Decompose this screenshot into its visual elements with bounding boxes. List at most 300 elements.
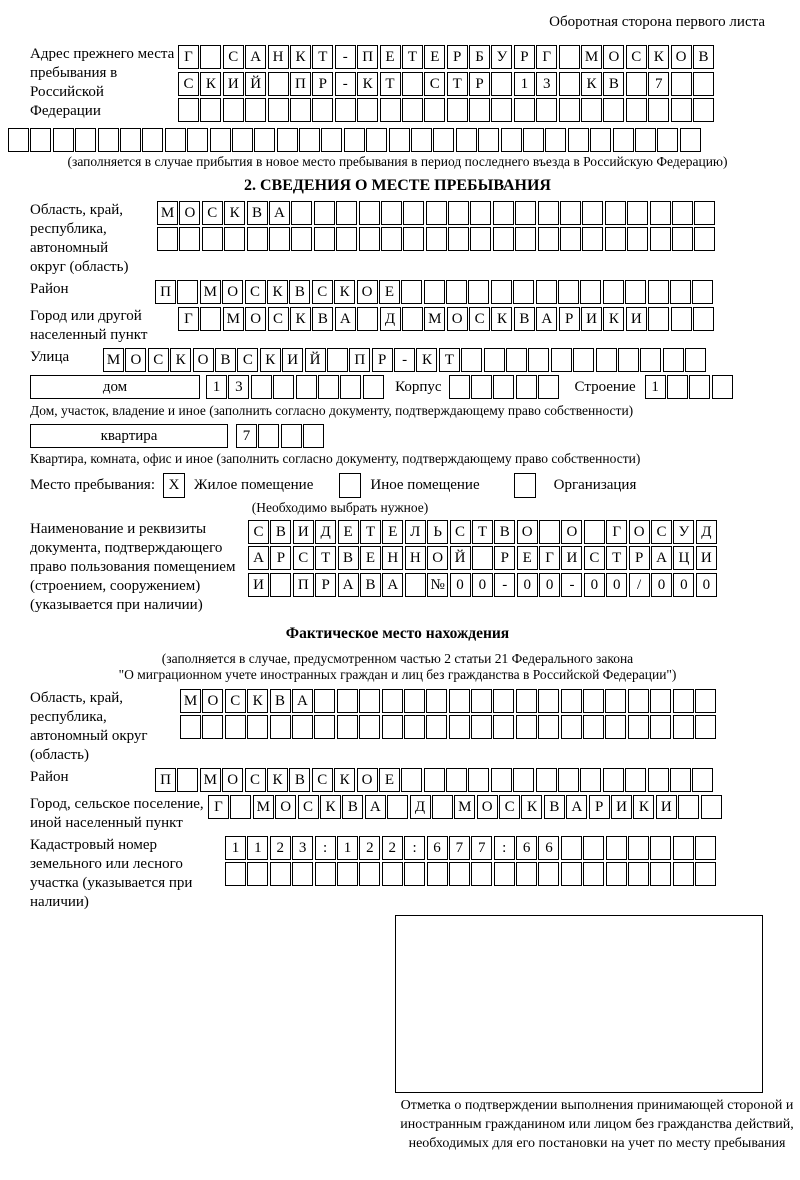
prev-address-block	[30, 45, 765, 125]
stamp-box	[395, 915, 763, 1093]
char-cell	[478, 128, 499, 152]
char-cell: 3	[536, 72, 557, 96]
char-cell	[694, 201, 715, 225]
char-cell: /	[629, 573, 650, 597]
char-cell	[403, 227, 424, 251]
char-cell	[402, 307, 423, 331]
char-cell: Н	[405, 546, 426, 570]
char-cell	[120, 128, 141, 152]
char-cell: С	[298, 795, 319, 819]
char-cell	[515, 201, 536, 225]
char-cell	[426, 689, 447, 713]
char-cell	[230, 795, 251, 819]
char-cell	[559, 98, 580, 122]
char-cell: С	[584, 546, 605, 570]
char-cell: И	[282, 348, 303, 372]
char-cell: М	[180, 689, 201, 713]
char-cell	[538, 715, 559, 739]
gorod-row	[178, 307, 715, 345]
char-cell	[470, 201, 491, 225]
char-cell: В	[289, 768, 310, 792]
char-cell	[225, 862, 246, 886]
korpus-label: Корпус	[395, 378, 442, 395]
char-cell: С	[651, 520, 672, 544]
char-cell: Т	[439, 348, 460, 372]
char-cell	[303, 424, 324, 448]
option-inoe-label: Иное помещение	[370, 476, 480, 493]
char-cell	[663, 348, 684, 372]
char-cell: К	[334, 280, 355, 304]
char-cell	[382, 689, 403, 713]
char-cell	[493, 227, 514, 251]
char-cell: К	[603, 307, 624, 331]
char-cell: С	[499, 795, 520, 819]
char-cell: Л	[405, 520, 426, 544]
char-cell	[402, 72, 423, 96]
oblast-label: Область, край, республика, автономный округ (область)	[30, 201, 129, 275]
char-cell: К	[491, 307, 512, 331]
char-cell	[513, 768, 534, 792]
factual-gorod-row	[208, 795, 723, 833]
dom-box: дом	[30, 375, 200, 399]
mesto-block	[30, 473, 765, 498]
char-cell: К	[357, 72, 378, 96]
char-cell	[142, 128, 163, 152]
char-cell	[270, 715, 291, 739]
prev-address-row-2	[178, 72, 715, 96]
char-cell	[449, 689, 470, 713]
char-cell	[449, 862, 470, 886]
char-cell: Г	[178, 45, 199, 69]
char-cell	[712, 375, 733, 399]
char-cell	[694, 227, 715, 251]
char-cell: Е	[424, 45, 445, 69]
gorod-block	[30, 307, 765, 345]
char-cell	[468, 768, 489, 792]
char-cell: Т	[380, 72, 401, 96]
char-cell: К	[200, 72, 221, 96]
char-cell: -	[394, 348, 415, 372]
char-cell	[648, 307, 669, 331]
oblast-row-1	[157, 201, 717, 225]
char-cell	[340, 375, 361, 399]
char-cell: 2	[359, 836, 380, 860]
char-cell	[693, 72, 714, 96]
char-cell	[296, 375, 317, 399]
char-cell	[671, 98, 692, 122]
char-cell	[290, 98, 311, 122]
char-cell: Г	[536, 45, 557, 69]
char-cell: П	[155, 280, 176, 304]
char-cell: С	[312, 280, 333, 304]
char-cell	[401, 280, 422, 304]
char-cell	[165, 128, 186, 152]
char-cell	[178, 98, 199, 122]
char-cell	[491, 280, 512, 304]
char-cell	[314, 689, 335, 713]
korpus-cells	[449, 375, 561, 400]
char-cell: Т	[606, 546, 627, 570]
char-cell: Н	[382, 546, 403, 570]
prev-address-label: Адрес прежнего места пребывания в Российской Федерации	[30, 46, 175, 119]
char-cell: В	[514, 307, 535, 331]
char-cell	[605, 201, 626, 225]
char-cell	[596, 348, 617, 372]
char-cell	[270, 573, 291, 597]
char-cell: К	[648, 45, 669, 69]
char-cell	[380, 98, 401, 122]
char-cell	[516, 862, 537, 886]
char-cell	[516, 689, 537, 713]
char-cell	[299, 128, 320, 152]
char-cell	[605, 689, 626, 713]
char-cell	[494, 862, 515, 886]
char-cell	[603, 98, 624, 122]
char-cell: И	[611, 795, 632, 819]
char-cell: Д	[315, 520, 336, 544]
char-cell	[471, 689, 492, 713]
prev-address-note: (заполняется в случае прибытия в новое место пребывания в период последнего въезда в Российскую Федерацию)	[67, 153, 728, 169]
char-cell: 7	[449, 836, 470, 860]
char-cell	[247, 715, 268, 739]
char-cell	[471, 862, 492, 886]
char-cell: 2	[382, 836, 403, 860]
char-cell	[281, 424, 302, 448]
char-cell: В	[494, 520, 515, 544]
char-cell	[491, 72, 512, 96]
char-cell	[628, 715, 649, 739]
char-cell: Е	[379, 280, 400, 304]
char-cell	[403, 201, 424, 225]
char-cell	[30, 128, 51, 152]
char-cell	[433, 128, 454, 152]
char-cell	[315, 862, 336, 886]
char-cell	[671, 307, 692, 331]
char-cell	[404, 715, 425, 739]
char-cell: Р	[559, 307, 580, 331]
char-cell	[291, 227, 312, 251]
char-cell: Й	[245, 72, 266, 96]
char-cell	[701, 795, 722, 819]
char-cell	[640, 348, 661, 372]
char-cell: А	[365, 795, 386, 819]
char-cell	[516, 715, 537, 739]
document-label: Наименование и реквизиты документа, подтверждающего право пользования помещением (строением, сооружением) (указывается при наличии)	[30, 520, 236, 613]
char-cell: У	[491, 45, 512, 69]
char-cell: -	[561, 573, 582, 597]
char-cell: 6	[538, 836, 559, 860]
char-cell	[583, 836, 604, 860]
char-cell	[493, 715, 514, 739]
char-cell: 1	[247, 836, 268, 860]
char-cell	[692, 280, 713, 304]
char-cell	[268, 98, 289, 122]
char-cell	[382, 862, 403, 886]
char-cell: Т	[360, 520, 381, 544]
char-cell: К	[320, 795, 341, 819]
char-cell: О	[427, 546, 448, 570]
char-cell	[357, 307, 378, 331]
char-cell	[538, 689, 559, 713]
prev-address-row-1	[178, 45, 715, 69]
char-cell: 6	[516, 836, 537, 860]
char-cell: Г	[178, 307, 199, 331]
char-cell	[695, 715, 716, 739]
char-cell: Р	[270, 546, 291, 570]
stroenie-label: Строение	[574, 378, 636, 395]
char-cell: К	[247, 689, 268, 713]
char-cell: Е	[517, 546, 538, 570]
char-cell	[448, 201, 469, 225]
char-cell	[650, 715, 671, 739]
char-cell	[695, 836, 716, 860]
gorod-label: Город или другой населенный пункт	[30, 307, 148, 343]
char-cell	[625, 280, 646, 304]
char-cell: 3	[228, 375, 249, 399]
char-cell	[561, 715, 582, 739]
char-cell	[337, 715, 358, 739]
char-cell	[560, 201, 581, 225]
char-cell: -	[494, 573, 515, 597]
char-cell: И	[561, 546, 582, 570]
char-cell	[446, 280, 467, 304]
char-cell: Р	[315, 573, 336, 597]
char-cell	[628, 836, 649, 860]
char-cell	[635, 128, 656, 152]
char-cell	[405, 573, 426, 597]
char-cell: К	[267, 768, 288, 792]
char-cell: Д	[410, 795, 431, 819]
char-cell	[471, 715, 492, 739]
char-cell	[344, 128, 365, 152]
char-cell: И	[581, 307, 602, 331]
char-cell	[202, 715, 223, 739]
factual-gorod-label: Город, сельское поселение, иной населенный пункт	[30, 795, 204, 831]
char-cell	[560, 227, 581, 251]
char-cell: К	[224, 201, 245, 225]
char-cell	[670, 280, 691, 304]
char-cell: И	[293, 520, 314, 544]
char-cell	[321, 128, 342, 152]
char-cell	[558, 280, 579, 304]
char-cell	[359, 715, 380, 739]
char-cell: :	[404, 836, 425, 860]
char-cell	[680, 128, 701, 152]
char-cell: В	[312, 307, 333, 331]
char-cell: В	[603, 72, 624, 96]
document-row-2	[248, 546, 718, 570]
char-cell	[157, 227, 178, 251]
char-cell: Р	[469, 72, 490, 96]
char-cell	[501, 128, 522, 152]
char-cell: С	[626, 45, 647, 69]
char-cell	[670, 768, 691, 792]
stroenie-cells	[645, 375, 735, 400]
char-cell	[626, 98, 647, 122]
kadastr-label: Кадастровый номер земельного или лесного участка (указывается при наличии)	[30, 836, 193, 910]
char-cell: В	[247, 201, 268, 225]
char-cell	[268, 72, 289, 96]
char-cell: :	[494, 836, 515, 860]
char-cell	[8, 128, 29, 152]
char-cell	[177, 768, 198, 792]
checkbox-inoe	[339, 473, 361, 498]
kadastr-cells	[225, 836, 718, 912]
char-cell: Г	[606, 520, 627, 544]
char-cell	[648, 768, 669, 792]
char-cell: И	[248, 573, 269, 597]
char-cell	[545, 128, 566, 152]
char-cell: Д	[380, 307, 401, 331]
char-cell: 0	[584, 573, 605, 597]
char-cell: О	[125, 348, 146, 372]
char-cell: М	[223, 307, 244, 331]
document-row-3	[248, 573, 718, 597]
char-cell: Р	[372, 348, 393, 372]
char-cell	[177, 280, 198, 304]
char-cell: У	[673, 520, 694, 544]
char-cell	[523, 128, 544, 152]
char-cell: С	[424, 72, 445, 96]
char-cell: Р	[494, 546, 515, 570]
char-cell: О	[629, 520, 650, 544]
oblast-cells	[157, 201, 717, 277]
char-cell	[468, 280, 489, 304]
char-cell: Т	[402, 45, 423, 69]
factual-oblast-block	[30, 689, 765, 765]
prev-address-row-3	[178, 98, 715, 122]
raion-label: Район	[30, 280, 69, 297]
char-cell: Й	[450, 546, 471, 570]
char-cell	[628, 689, 649, 713]
char-cell: А	[566, 795, 587, 819]
char-cell	[692, 768, 713, 792]
char-cell	[75, 128, 96, 152]
factual-raion-label: Район	[30, 768, 69, 785]
char-cell	[583, 689, 604, 713]
char-cell: О	[517, 520, 538, 544]
kvartira-block	[30, 424, 765, 448]
char-cell: 7	[648, 72, 669, 96]
char-cell: 0	[517, 573, 538, 597]
char-cell	[580, 768, 601, 792]
raion-row	[155, 280, 715, 304]
char-cell	[650, 227, 671, 251]
char-cell	[536, 280, 557, 304]
char-cell: И	[696, 546, 717, 570]
char-cell	[693, 98, 714, 122]
char-cell	[359, 689, 380, 713]
char-cell	[590, 128, 611, 152]
char-cell	[424, 98, 445, 122]
char-cell: А	[651, 546, 672, 570]
char-cell: Д	[696, 520, 717, 544]
char-cell	[472, 546, 493, 570]
char-cell: 1	[514, 72, 535, 96]
factual-gorod-block	[30, 795, 765, 833]
char-cell: И	[223, 72, 244, 96]
char-cell: И	[656, 795, 677, 819]
char-cell	[605, 227, 626, 251]
char-cell	[449, 715, 470, 739]
char-cell: К	[633, 795, 654, 819]
char-cell: П	[349, 348, 370, 372]
char-cell	[448, 227, 469, 251]
char-cell	[200, 45, 221, 69]
char-cell	[559, 72, 580, 96]
char-cell: С	[248, 520, 269, 544]
document-cells	[248, 520, 718, 615]
char-cell	[470, 227, 491, 251]
char-cell: 3	[292, 836, 313, 860]
char-cell: В	[342, 795, 363, 819]
char-cell	[605, 715, 626, 739]
char-cell	[672, 227, 693, 251]
char-cell	[389, 128, 410, 152]
char-cell: Р	[447, 45, 468, 69]
kadastr-row-2	[225, 862, 718, 886]
char-cell	[426, 227, 447, 251]
document-row-1	[248, 520, 718, 544]
char-cell: -	[335, 72, 356, 96]
char-cell: С	[293, 546, 314, 570]
char-cell: О	[603, 45, 624, 69]
dom-block	[30, 375, 765, 400]
stamp-caption: Отметка о подтверждении выполнения принимающей стороной и иностранным гражданином или лицом без гражданства действий, необходимых для его постановки на учет по месту пребывания	[400, 1097, 794, 1151]
char-cell	[558, 768, 579, 792]
char-cell	[513, 280, 534, 304]
char-cell	[337, 862, 358, 886]
checkbox-zhiloe: X	[163, 473, 185, 498]
char-cell	[247, 862, 268, 886]
char-cell: В	[338, 546, 359, 570]
char-cell	[461, 348, 482, 372]
char-cell: К	[334, 768, 355, 792]
char-cell: Т	[472, 520, 493, 544]
char-cell	[424, 768, 445, 792]
kvartira-box: квартира	[30, 424, 228, 448]
char-cell	[695, 689, 716, 713]
char-cell: Е	[380, 45, 401, 69]
char-cell	[627, 227, 648, 251]
char-cell	[685, 348, 706, 372]
char-cell	[402, 98, 423, 122]
char-cell: О	[179, 201, 200, 225]
char-cell	[336, 227, 357, 251]
char-cell: С	[148, 348, 169, 372]
char-cell	[648, 98, 669, 122]
oblast-block	[30, 201, 765, 277]
checkbox-org	[514, 473, 536, 498]
char-cell	[469, 98, 490, 122]
char-cell: 0	[696, 573, 717, 597]
factual-oblast-label: Область, край, республика, автономный округ (область)	[30, 689, 148, 763]
char-cell	[667, 375, 688, 399]
char-cell	[314, 201, 335, 225]
char-cell: П	[155, 768, 176, 792]
char-cell	[291, 201, 312, 225]
char-cell: О	[245, 307, 266, 331]
char-cell	[613, 128, 634, 152]
char-cell	[551, 348, 572, 372]
char-cell: К	[267, 280, 288, 304]
char-cell: Р	[629, 546, 650, 570]
dom-note: Дом, участок, владение и иное (заполнить согласно документу, подтверждающему право собственности)	[30, 402, 634, 418]
char-cell	[628, 862, 649, 886]
char-cell: С	[450, 520, 471, 544]
ulitsa-label: Улица	[30, 348, 70, 365]
char-cell	[673, 836, 694, 860]
